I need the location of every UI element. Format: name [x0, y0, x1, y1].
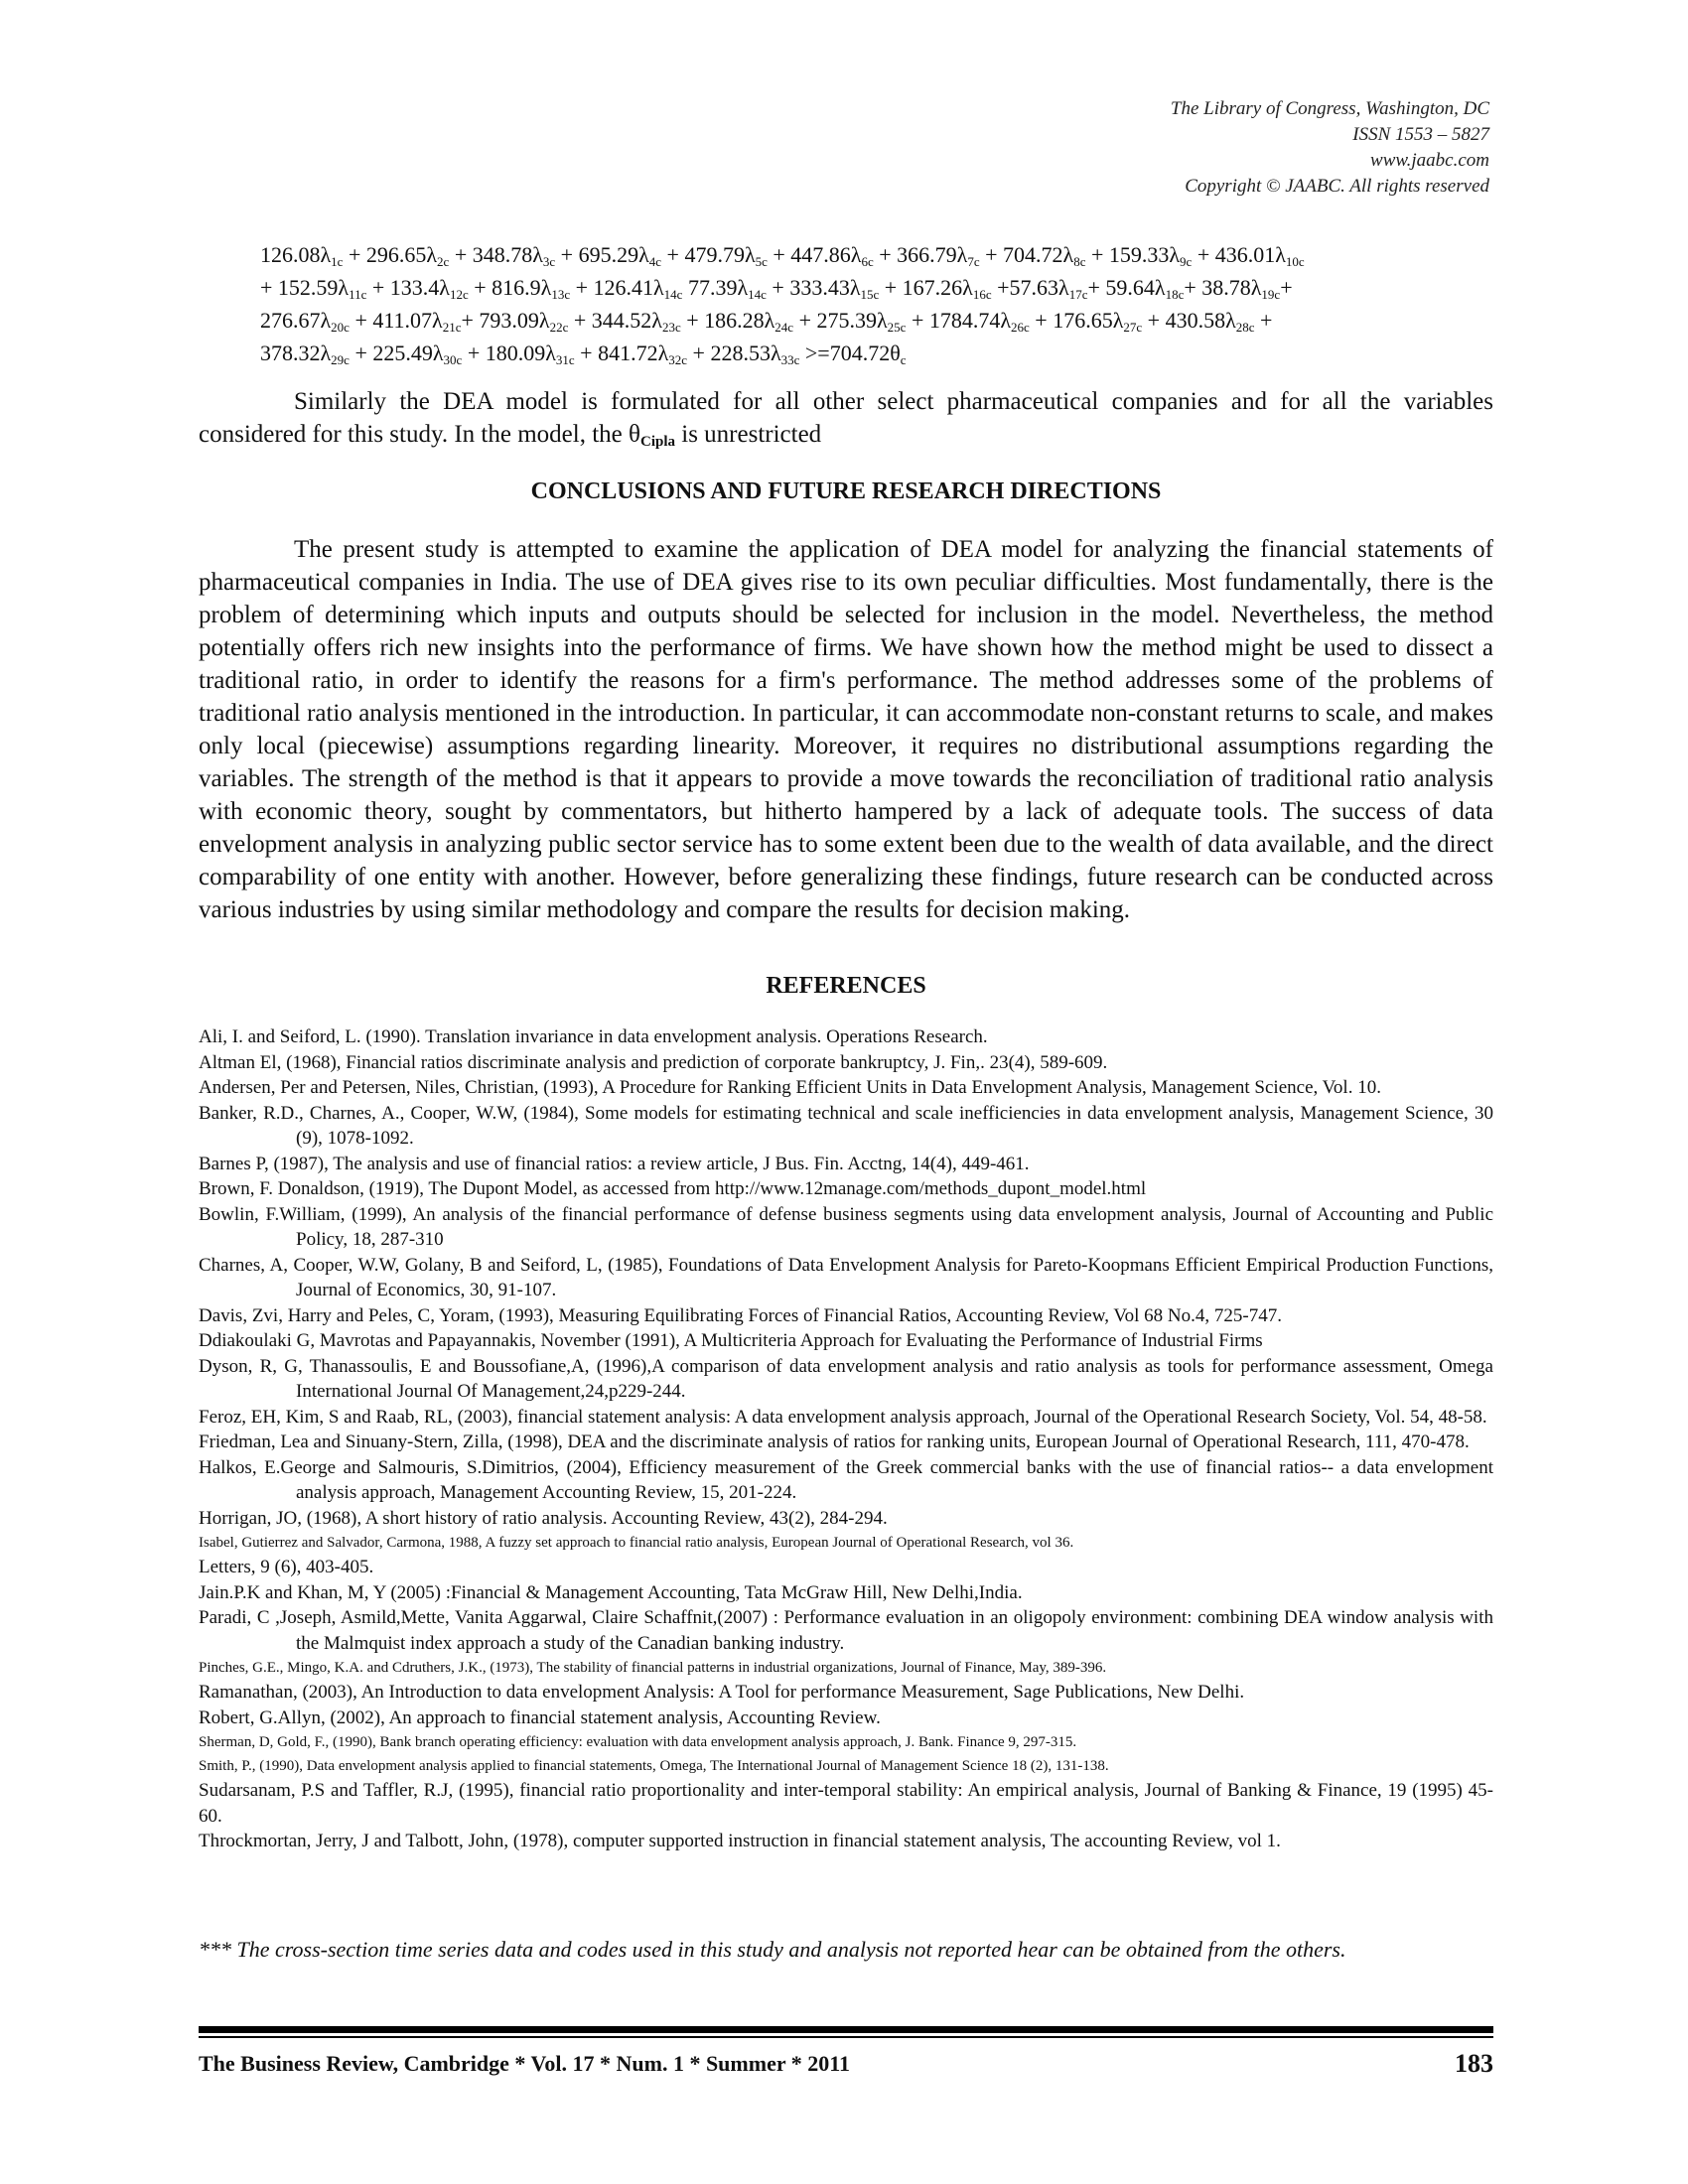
reference-item: Throckmortan, Jerry, J and Talbott, John, (1978), computer supported instruction in financial statement analysis, The accounting Review, vol 1. [199, 1831, 1281, 1851]
reference-item: Pinches, G.E., Mingo, K.A. and Cdruthers, J.K., (1973), The stability of financial patterns in industrial organizations, Journal of Finance, May, 389-396. [199, 1660, 1107, 1676]
journal-header [1171, 96, 1489, 200]
equation-line-4: $378.32\lambda_{29c} + 225.49\lambda_{30c} + 180.09\lambda_{31c} + 841.72\lambda_{32c} + 228.53\lambda_{33c} >=704.72\theta_c$ [260, 341, 907, 367]
equation-line-2: + $152.59\lambda_{11c} + 133.4\lambda_{12c} + 816.9\lambda_{13c} + 126.41\lambda_{14c}$ $77.39\lambda_{14c} + 333.43\lambda_{15c} + 167.26\lambda_{16c} +57.63\lambda_{17c}+ 59.64\lambda_{18c}+ 38.78\lambda_{19c}+$ [260, 275, 1293, 302]
reference-item: Robert, G.Allyn, (2002), An approach to financial statement analysis, Accounting Review. [199, 1706, 881, 1728]
reference-item: Halkos, E.George and Salmouris, S.Dimitrios, (2004), Efficiency measurement of the Greek commercial banks with the use of financial ratios-- a data envelopment analysis approach, Management Accounting Review, 15, 201-224. [199, 1456, 1493, 1503]
conclusions-heading: CONCLUSIONS AND FUTURE RESEARCH DIRECTIONS [530, 478, 1162, 504]
reference-item: Sudarsanam, P.S and Taffler, R.J, (1995), financial ratio proportionality and inter-temporal stability: An empirical analysis, Journal of Banking & Finance, 19 (1995) 45-60. [199, 1780, 1493, 1827]
dea-constraint-equation [260, 238, 1491, 369]
reference-item: Bowlin, F.William, (1999), An analysis of the financial performance of defense business segments using data envelopment analysis, Journal of Accounting and Public Policy, 18, 287-310 [199, 1203, 1493, 1250]
reference-item: Isabel, Gutierrez and Salvador, Carmona, 1988, A fuzzy set approach to financial ratio analysis, European Journal of Operational Research, vol 36. [199, 1535, 1074, 1551]
conclusions-paragraph: The present study is attempted to examine the application of DEA model for analyzing the financial statements of pharmaceutical companies in India. The use of DEA gives rise to its own peculiar difficulties. Most fundamentally, there is the problem of determining which inputs and outputs should be selected for inclusion in the model. Nevertheless, the method potentially offers rich new insights into the performance of firms. We have shown how the method might be used to dissect a traditional ratio, in order to identify the reasons for a firm's performance. The method addresses some of the problems of traditional ratio analysis mentioned in the introduction. In particular, it can accommodate non-constant returns to scale, and makes only local (piecewise) assumptions regarding linearity. Moreover, it requires no distributional assumptions regarding the variables. The strength of the method is that it appears to provide a move towards the reconciliation of traditional ratio analysis with economic theory, sought by commentators, but hitherto hampered by a lack of adequate tools. The success of data envelopment analysis in analyzing public sector service has to some extent been due to the wealth of data available, and the direct comparability of one entity with another. However, before generalizing these findings, future research can be conducted across various industries by using similar methodology and compare the results for decision making. [199, 536, 1493, 923]
footer-rule-thin [199, 2036, 1493, 2038]
reference-item: Sherman, D, Gold, F., (1990), Bank branch operating efficiency: evaluation with data envelopment analysis approach, J. Bank. Finance 9, 297-315. [199, 1734, 1077, 1750]
reference-item: Jain.P.K and Khan, M, Y (2005) :Financial & Management Accounting, Tata McGraw Hill, New Delhi,India. [199, 1581, 1023, 1603]
references-heading: REFERENCES [766, 973, 926, 999]
reference-item: Brown, F. Donaldson, (1919), The Dupont Model, as accessed from http://www.12manage.com/methods_dupont_model.html [199, 1178, 1147, 1199]
reference-item: Horrigan, JO, (1968), A short history of ratio analysis. Accounting Review, 43(2), 284-294. [199, 1507, 888, 1529]
header-copyright-line: Copyright © JAABC. All rights reserved [1185, 176, 1489, 197]
data-availability-note: *** The cross-section time series data and codes used in this study and analysis not reported hear can be obtained from the others. [199, 1937, 1346, 1962]
reference-item: Barnes P, (1987), The analysis and use of financial ratios: a review article, J Bus. Fin. Acctng, 14(4), 449-461. [199, 1153, 1030, 1174]
reference-item: Feroz, EH, Kim, S and Raab, RL, (2003), financial statement analysis: A data envelopment analysis approach, Journal of the Operational Research Society, Vol. 54, 48-58. [199, 1406, 1487, 1428]
paragraph-similarly [199, 385, 1493, 451]
equation-line-3: $276.67\lambda_{20c} + 411.07\lambda_{21c}+ 793.09\lambda_{22c} + 344.52\lambda_{23c} + 186.28\lambda_{24c} + 275.39\lambda_{25c} + 1784.74\lambda_{26c} + 176.65\lambda_{27c} + 430.58\lambda_{28c}$ + [260, 308, 1273, 335]
paragraph-similarly-tail: is unrestricted [675, 421, 822, 448]
reference-item: Ddiakoulaki G, Mavrotas and Papayannakis, November (1991), A Multicriteria Approach for Evaluating the Performance of Industrial Firms [199, 1330, 1263, 1351]
paragraph-similarly-text: Similarly the DEA model is formulated for all other select pharmaceutical companies and for all the variables considered for this study. In the model, the θ [199, 388, 1493, 448]
theta-subscript: Cipla [639, 434, 675, 450]
reference-item: Dyson, R, G, Thanassoulis, E and Boussofiane,A, (1996),A comparison of data envelopment analysis and ratio analysis as tools for performance assessment, Omega International Journal Of Management,24,p229-244. [199, 1355, 1493, 1402]
footer-rule-thick [199, 2026, 1493, 2033]
footer-journal-citation: The Business Review, Cambridge * Vol. 17 * Num. 1 * Summer * 2011 [199, 2051, 850, 2076]
page-number: 183 [1455, 2049, 1493, 2078]
header-library-line: The Library of Congress, Washington, DC [1170, 98, 1489, 119]
reference-item: Paradi, C ,Joseph, Asmild,Mette, Vanita Aggarwal, Claire Schaffnit,(2007) : Performance evaluation in an oligopoly environment: combining DEA window analysis with the Malmquist index approach a study of the Canadian banking industry. [199, 1607, 1493, 1654]
reference-item: Ramanathan, (2003), An Introduction to data envelopment Analysis: A Tool for performance Measurement, Sage Publications, New Delhi. [199, 1682, 1245, 1703]
header-issn-line: ISSN 1553 – 5827 [1352, 124, 1489, 145]
header-website-line: www.jaabc.com [1370, 150, 1489, 171]
reference-item: Charnes, A, Cooper, W.W, Golany, B and Seiford, L, (1985), Foundations of Data Envelopment Analysis for Pareto-Koopmans Efficient Empirical Production Functions, Journal of Economics, 30, 91-107. [199, 1254, 1493, 1300]
reference-item: Davis, Zvi, Harry and Peles, C, Yoram, (1993), Measuring Equilibrating Forces of Financial Ratios, Accounting Review, Vol 68 No.4, 725-747. [199, 1304, 1282, 1326]
reference-item: Andersen, Per and Petersen, Niles, Christian, (1993), A Procedure for Ranking Efficient Units in Data Envelopment Analysis, Management Science, Vol. 10. [199, 1077, 1381, 1098]
reference-list [199, 1024, 1493, 1854]
reference-item: Letters, 9 (6), 403-405. [199, 1557, 374, 1577]
reference-item: Banker, R.D., Charnes, A., Cooper, W.W, (1984), Some models for estimating technical and scale inefficiencies in data envelopment analysis, Management Science, 30 (9), 1078-1092. [199, 1102, 1493, 1149]
reference-item: Ali, I. and Seiford, L. (1990). Translation invariance in data envelopment analysis. Operations Research. [199, 1026, 988, 1047]
reference-item: Altman El, (1968), Financial ratios discriminate analysis and prediction of corporate bankruptcy, J. Fin,. 23(4), 589-609. [199, 1051, 1108, 1073]
reference-item: Smith, P., (1990), Data envelopment analysis applied to financial statements, Omega, The International Journal of Management Science 18 (2), 131-138. [199, 1758, 1109, 1774]
equation-line-1: $126.08\lambda_{1c} + 296.65\lambda_{2c} + 348.78\lambda_{3c} + 695.29\lambda_{4c} + 479.79\lambda_{5c} + 447.86\lambda_{6c} + 366.79\lambda_{7c} + 704.72\lambda_{8c} + 159.33\lambda_{9c} + 436.01\lambda_{10c}$ [260, 242, 1305, 269]
reference-item: Friedman, Lea and Sinuany-Stern, Zilla, (1998), DEA and the discriminate analysis of ratios for ranking units, European Journal of Operational Research, 111, 470-478. [199, 1432, 1470, 1452]
